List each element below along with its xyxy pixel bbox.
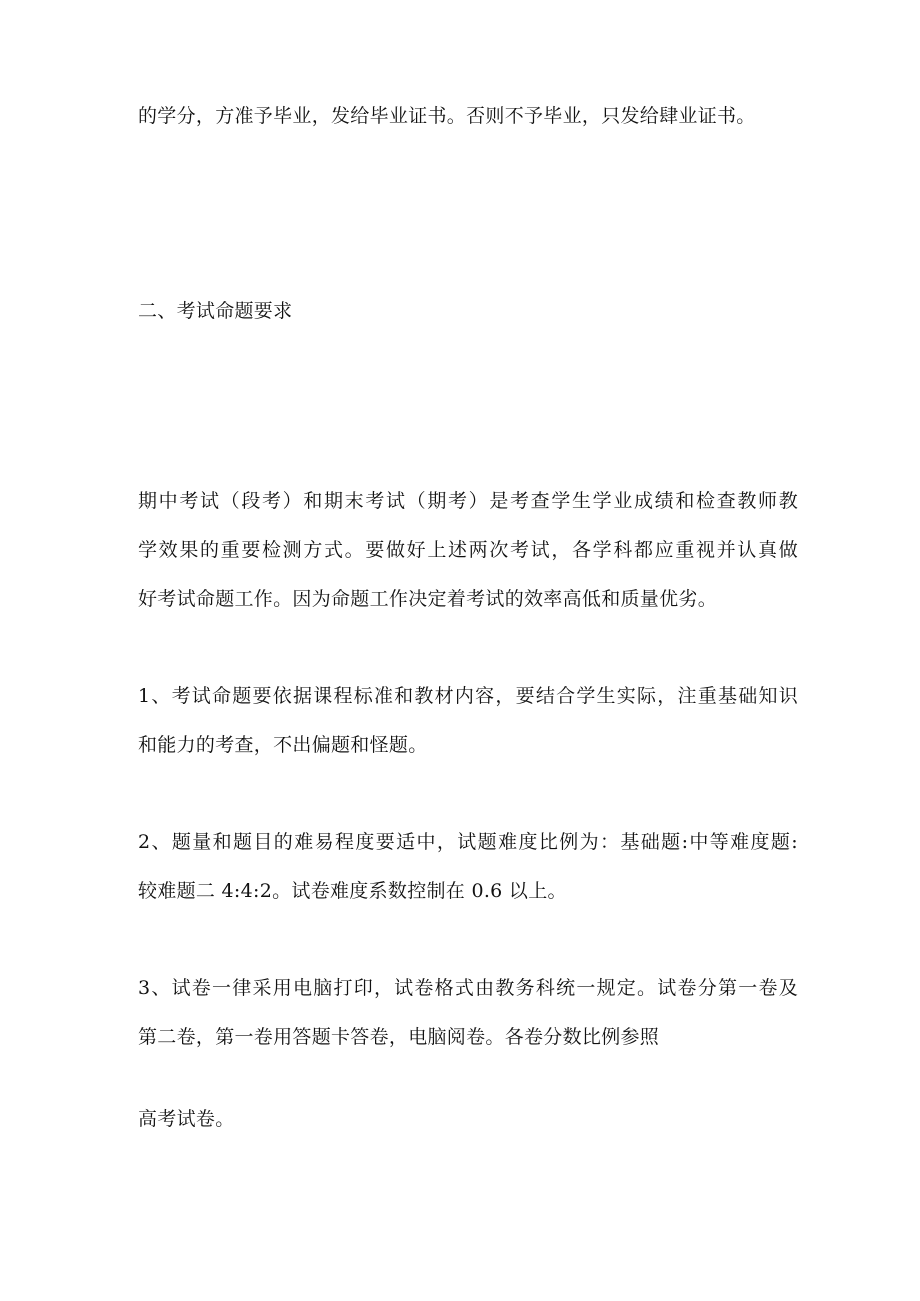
item-3-line-1-text: 3、试卷一律采用电脑打印，试卷格式由教务科统一规定。试卷分第一卷及 [138,977,798,999]
item-2-line-1 [138,829,798,855]
item-1-line-1-text: 1、考试命题要依据课程标准和教材内容，要结合学生实际，注重基础知识 [138,685,798,707]
paragraph-1-line-1 [138,488,798,514]
item-1-line-2: 和能力的考查，不出偏题和怪题。 [138,734,428,756]
paragraph-1-line-2 [138,537,798,563]
paragraph-1-line-1-text: 期中考试（段考）和期末考试（期考）是考查学生学业成绩和检查教师教 [138,490,798,512]
item-3-line-3: 高考试卷。 [138,1108,235,1130]
paragraph-1-line-3: 好考试命题工作。因为命题工作决定着考试的效率高低和质量优劣。 [138,588,718,610]
paragraph-1-line-2-text: 学效果的重要检测方式。要做好上述两次考试，各学科都应重视并认真做 [138,539,798,561]
section-heading: 二、考试命题要求 [138,300,293,322]
text-line-1: 的学分，方准予毕业，发给毕业证书。否则不予毕业，只发给肆业证书。 [138,105,756,127]
item-3-line-2: 第二卷，第一卷用答题卡答卷，电脑阅卷。各卷分数比例参照 [138,1026,660,1048]
item-1-line-1 [138,683,798,709]
item-3-line-1 [138,975,798,1001]
item-2-line-1-text: 2、题量和题目的难易程度要适中，试题难度比例为：基础题:中等难度题: [138,831,798,853]
item-2-line-2: 较难题二 4:4:2。试卷难度系数控制在 0.6 以上。 [138,880,567,902]
